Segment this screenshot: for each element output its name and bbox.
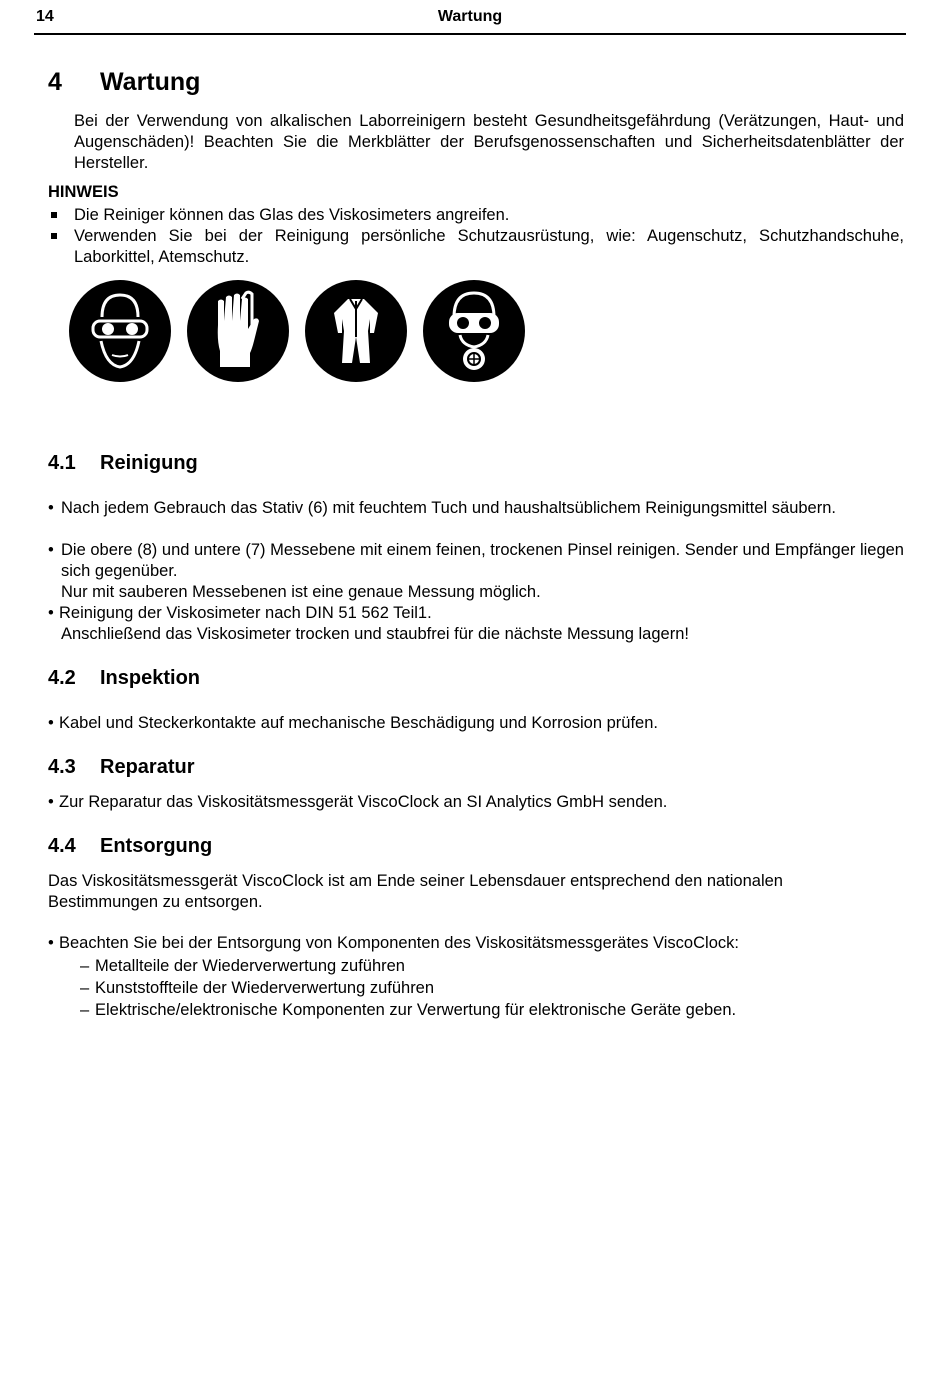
bullet-dot-icon: • [48,714,54,732]
gloves-icon [186,279,290,383]
chapter-number: 4 [48,68,62,96]
note-label: HINWEIS [48,183,119,201]
chapter-heading [48,68,200,97]
list-item: • Reinigung der Viskosimeter nach DIN 51 562 Teil1. Anschließend das Viskosimeter trocken und staubfrei für die nächste Messung lagern! [48,604,689,643]
section-number: 4.1 [48,452,76,474]
list-item: • Die obere (8) und untere (7) Messebene mit einem feinen, trockenen Pinsel reinigen. Sender und Empfänger liegen sich gegenüber. Nur mit sauberen Messebenen ist eine genaue Messung möglich. [48,541,904,601]
note-item: Die Reiniger können das Glas des Viskosimeters angreifen. [74,206,510,224]
dash-item: – Elektrische/elektronische Komponenten zur Verwertung für elektronische Geräte geben. [80,1001,737,1019]
list-item: • Zur Reparatur das Viskositätsmessgerät ViscoClock an SI Analytics GmbH senden. [48,793,668,811]
lab-coat-icon [304,279,408,383]
chapter-intro: Bei der Verwendung von alkalischen Laborreinigern besteht Gesundheitsgefährdung (Verätzungen, Haut- und Augenschäden)! Beachten Sie die Merkblätter der Berufsgenossenschaften und Sicherheitsdatenblätter der Hersteller. [74,112,904,172]
section-title: Inspektion [100,667,201,689]
dash-item: – Kunststoffteile der Wiederverwertung zuführen [80,979,435,997]
section-heading [48,835,212,858]
dash-icon: – [80,1001,90,1019]
section-heading [48,756,194,779]
note-item: Verwenden Sie bei der Reinigung persönliche Schutzausrüstung, wie: Augenschutz, Schutzhandschuhe, Laborkittel, Atemschutz. [74,227,904,266]
bullet-dot-icon: • [48,604,54,622]
respirator-icon [422,279,526,383]
bullet-dot-icon: • [48,793,54,811]
page-header [34,6,906,35]
running-title: Wartung [437,8,503,25]
section-number: 4.2 [48,667,76,689]
dash-item: – Metallteile der Wiederverwertung zuführen [80,957,405,975]
list-item: • Nach jedem Gebrauch das Stativ (6) mit feuchtem Tuch und haushaltsüblichem Reinigungsmittel säubern. [48,499,836,517]
section-title: Reparatur [100,756,195,778]
bullet-dot-icon: • [48,934,54,952]
chapter-title: Wartung [100,68,201,96]
section-heading [48,667,200,690]
section-number: 4.4 [48,835,76,857]
section-number: 4.3 [48,756,76,778]
section-title: Entsorgung [100,835,213,857]
list-item: • Kabel und Steckerkontakte auf mechanische Beschädigung und Korrosion prüfen. [48,714,658,732]
disposal-intro: Das Viskositätsmessgerät ViscoClock ist am Ende seiner Lebensdauer entsprechend den nationalen Bestimmungen zu entsorgen. [48,872,783,911]
section-title: Reinigung [100,452,198,474]
list-item: • Beachten Sie bei der Entsorgung von Komponenten des Viskositätsmessgerätes ViscoClock: [48,934,739,952]
page-number: 14 [36,8,54,25]
dash-icon: – [80,979,90,997]
goggles-icon [68,279,172,383]
section-heading [48,452,198,475]
bullet-dot-icon: • [48,541,54,559]
bullet-dot-icon: • [48,499,54,517]
dash-icon: – [80,957,90,975]
safety-icons [68,279,528,383]
